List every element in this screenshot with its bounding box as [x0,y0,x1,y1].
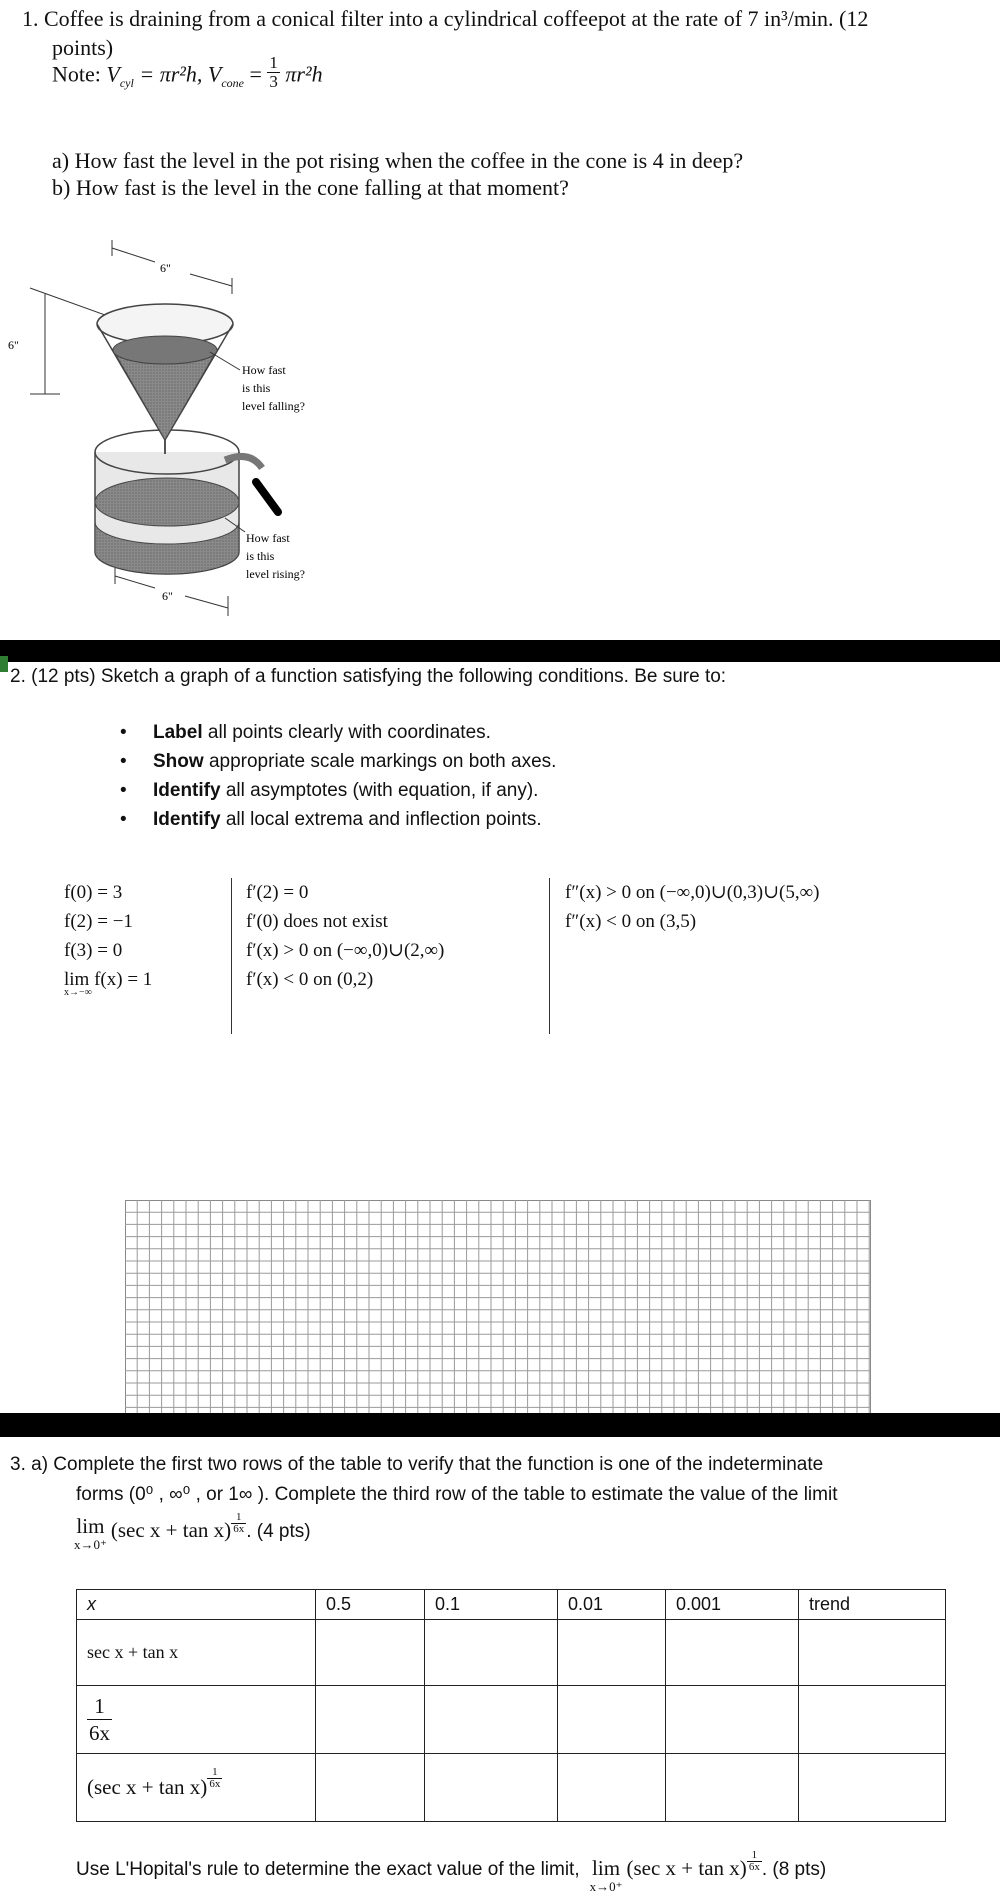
dim-top-line [112,240,232,294]
falling-label-1: How fast [242,363,286,377]
lim-exponent [747,1850,762,1873]
frac-den: 3 [269,72,278,91]
bullet-item: • Identify all asymptotes (with equation, if any). [120,780,539,801]
q3-a-line2: forms (0⁰ , ∞⁰ , or 1∞ ). Complete the third row of the table to estimate the value of the limit [76,1484,838,1505]
table-cell[interactable] [316,1686,425,1754]
bullet-bold: Identify [153,809,221,830]
cond-fp0: f′(0) does not exist [246,911,388,932]
dim-left-line [30,288,130,394]
column-separator [231,878,232,1034]
cone-filter [97,304,233,454]
coffee-filter-figure [0,222,330,632]
table-cell[interactable] [666,1686,799,1754]
vcyl-v: V [106,61,120,87]
exp-num: 1 [207,1767,222,1779]
bullet-rest: all asymptotes (with equation, if any). [220,780,539,801]
table-cell[interactable] [425,1754,558,1822]
row2-num: 1 [87,1693,112,1720]
table-cell[interactable] [666,1620,799,1686]
table-cell[interactable] [799,1754,946,1822]
vcyl-sub: cyl [119,75,134,90]
limit-table [76,1589,946,1822]
vcone-eq: = [249,61,262,87]
conditions-second-derivative [565,878,819,936]
exp-den: 6x [209,1778,221,1791]
rising-label-1: How fast [246,531,290,545]
exp-den: 6x [748,1860,760,1873]
falling-label-2: is this [242,381,271,395]
rising-label-2: is this [246,549,275,563]
bullet-item: • Label all points clearly with coordinates. [120,722,491,743]
q2-bullets [120,718,557,834]
cond-f0: f(0) = 3 [64,882,123,903]
section-divider [0,640,1000,662]
q2-title: 2. (12 pts) Sketch a graph of a function satisfying the following conditions. Be sure to: [10,666,727,687]
cond-limit: lim f(x) = 1 [64,969,153,990]
bullet-rest: all local extrema and inflection points. [220,809,542,830]
dim-bottom-label: 6" [162,589,173,603]
vcone-sub: cone [221,75,244,90]
conditions-first-derivative [246,878,444,994]
q1-part-b: b) How fast is the level in the cone falling at that moment? [52,175,569,200]
q3-limit-expression [74,1510,311,1558]
table-cell[interactable] [558,1686,666,1754]
lhopital-pts: . (8 pts) [761,1859,827,1880]
bullet-item: • Identify all local extrema and inflection points. [120,809,542,830]
section-divider [0,1413,1000,1437]
row2-frac [87,1693,112,1746]
cond-fpp-pos: f″(x) > 0 on (−∞,0)∪(0,3)∪(5,∞) [565,882,820,903]
dim-left-label: 6" [8,338,19,352]
dim-top-label: 6" [160,261,171,275]
header-col: 0.001 [666,1590,799,1620]
q1-line2: points) [52,35,114,60]
lim-expr: (sec x + tan x) [110,1518,232,1542]
table-cell[interactable] [316,1620,425,1686]
lim-exponent [231,1512,246,1535]
lhopital-line [76,1848,827,1896]
cond-limit-sub: x→−∞ [64,987,92,998]
rising-label-3: level rising? [246,567,305,581]
one-third [267,54,280,91]
table-row [77,1686,946,1754]
lim-expr: (sec x + tan x) [626,1856,747,1880]
lim-word: lim [592,1856,621,1880]
bullet-rest: all points clearly with coordinates. [202,722,491,743]
row3-label: (sec x + tan x) [87,1774,208,1799]
conditions-values [64,878,152,998]
q1-part-a: a) How fast the level in the pot rising when the coffee in the cone is 4 in deep? [52,148,744,173]
bullet-rest: appropriate scale markings on both axes. [203,751,557,772]
lim-pts: . (4 pts) [246,1521,311,1542]
table-cell[interactable] [799,1686,946,1754]
lim-word: lim [76,1514,105,1538]
green-marker [0,656,8,672]
vcone-rhs: πr²h [285,61,323,87]
table-cell[interactable] [558,1754,666,1822]
exp-den: 6x [233,1522,245,1535]
q3-a-line1: 3. a) Complete the first two rows of the table to verify that the function is one of the indeterminate [10,1454,824,1475]
lim-sub: x→0⁺ [589,1879,623,1894]
cond-fp2: f′(2) = 0 [246,882,309,903]
graph-grid[interactable] [125,1200,871,1414]
row-label [77,1686,316,1754]
header-col: 0.5 [316,1590,425,1620]
bullet-bold: Show [153,751,204,772]
cond-fp-neg: f′(x) < 0 on (0,2) [246,969,374,990]
bullet-bold: Label [153,722,203,743]
table-cell[interactable] [425,1620,558,1686]
row3-exponent [207,1767,222,1790]
row-label [77,1754,316,1822]
frac-num: 1 [269,53,278,72]
exp-num: 1 [747,1850,762,1862]
table-row [77,1754,946,1822]
header-col: trend [799,1590,946,1620]
bullet-item: • Show appropriate scale markings on both axes. [120,751,557,772]
table-row [77,1620,946,1686]
table-cell[interactable] [425,1686,558,1754]
header-col: 0.1 [425,1590,558,1620]
row1-label: sec x + tan x [87,1642,179,1662]
row2-den: 6x [89,1721,110,1745]
cond-fpp-neg: f″(x) < 0 on (3,5) [565,911,697,932]
row-label [77,1620,316,1686]
exp-num: 1 [231,1512,246,1524]
cond-f3: f(3) = 0 [64,940,123,961]
table-cell[interactable] [316,1754,425,1822]
vcyl-rhs: = πr²h, [139,61,203,87]
q1-line1: 1. Coffee is draining from a conical filter into a cylindrical coffeepot at the rate of 7 in³/min. (12 [22,6,869,31]
header-col: 0.01 [558,1590,666,1620]
table-header-row [77,1590,946,1620]
lhopital-text: Use L'Hopital's rule to determine the exact value of the limit, [76,1859,580,1880]
bullet-bold: Identify [153,780,221,801]
falling-leader [210,352,240,370]
table-cell[interactable] [666,1754,799,1822]
header-x: x [77,1590,316,1620]
falling-label-3: level falling? [242,399,305,413]
vcone-v: V [207,61,222,87]
lim-sub: x→0⁺ [74,1537,107,1552]
cond-f2: f(2) = −1 [64,911,133,932]
note-label: Note: [52,61,101,87]
table-cell[interactable] [799,1620,946,1686]
cond-fp-pos: f′(x) > 0 on (−∞,0)∪(2,∞) [246,940,445,961]
column-separator [549,878,550,1034]
table-cell[interactable] [558,1620,666,1686]
q1-note [52,53,323,108]
